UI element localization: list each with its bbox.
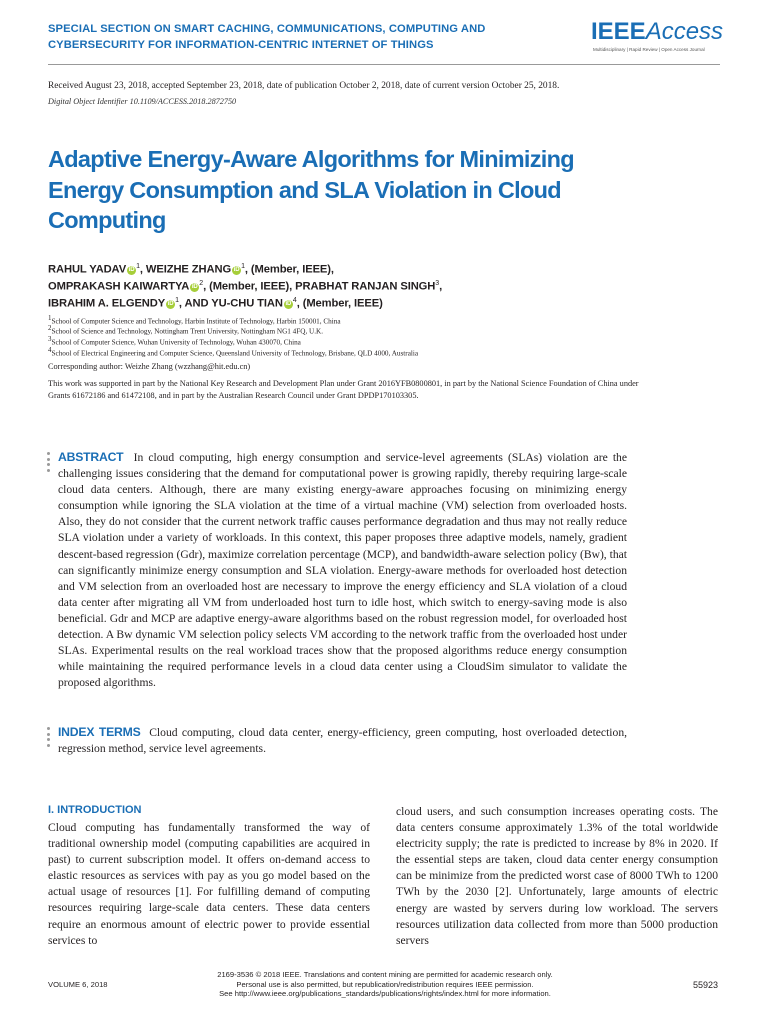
affiliation-text: School of Electrical Engineering and Computer Science, Queensland University of Technology, Brisbane, QLD 4000, Australia xyxy=(51,349,419,358)
affiliation-marker: 1 xyxy=(136,263,140,270)
affiliation-marker: 2 xyxy=(199,280,204,287)
index-terms-label: INDEX TERMS xyxy=(58,725,141,739)
special-section-line-2: CYBERSECURITY FOR INFORMATION-CENTRIC INTERNET OF THINGS xyxy=(48,38,434,51)
section-heading: I. INTRODUCTION xyxy=(48,804,142,816)
orcid-icon[interactable]: iD xyxy=(167,300,174,307)
author-name: IBRAHIM A. ELGENDY xyxy=(48,297,166,310)
corresponding-author: Corresponding author: Weizhe Zhang (wzzhang@hit.edu.cn) xyxy=(48,362,251,371)
abstract-dots-icon xyxy=(47,452,51,474)
author-name: RAHUL YADAV xyxy=(48,263,127,276)
abstract-text: In cloud computing, high energy consumption and service-level agreements (SLAs) violation are the challenging issues considering that the demand for computational power is growing rapidly, thereby requiring large-scale cloud data centers. Although, there are many existing energy-aware approaches focusing on minimizing energy consumption while ignoring the SLA violation at the time of a virtual machine (VM) selection from overloaded hosts. Also, they do not consider that the current network traffic causes performance degradation and thus may not really reduce SLA violation under a variety of workloads. In this context, this paper proposes three adaptive models, namely, gradient descent-based regression (Gdr), maximize correlation percentage (MCP), and bandwidth-aware selection policy (Bw), that can significantly minimize energy consumption and SLA violation. Energy-aware methods for overloaded host detection and VM selection from an overloaded host are necessary to improve the energy efficiency and SLA violation of a cloud data center after migrating all VM from underloaded host turn to idle host, which switch to energy-saving mode is also beneficial. Gdr and MCP are adaptive energy-aware algorithms based on the robust regression model, for overloaded host detection. A Bw dynamic VM selection policy selects VM according to the network traffic from the overloaded host under SLAs. Experimental results on the real workload traces show that the proposed algorithms reduce energy consumption while maintaining the required performance levels in a cloud data center using a CloudSim simulator to validate the proposed algorithms. xyxy=(58,451,627,690)
ieee-access-logo xyxy=(583,14,724,58)
affiliation-marker: 4 xyxy=(292,297,297,304)
copyright-line-1: 2169-3536 © 2018 IEEE. Translations and content mining are permitted for academic research only. xyxy=(217,970,553,979)
author-name: , AND YU-CHU TIAN xyxy=(178,297,283,310)
ieee-access-wordmark xyxy=(591,19,723,45)
footer-copyright xyxy=(190,970,580,999)
affiliation-marker: 3 xyxy=(435,280,440,287)
member-note: , (Member, IEEE), xyxy=(244,263,334,276)
affiliation-number: 3 xyxy=(48,335,52,343)
body-column-right: cloud users, and such consumption increases operating costs. The data centers consume approximately 1.3% of the total worldwide electricity supply; the rate is predicted to increase by 8% in 2020. If the essential steps are taken, cloud data center energy consumption can be minimize from the predicted worst case of 8000 TWh to 1200 TWh by the 2030 [2]. Unfortunately, large amounts of electric energy are wasted by servers during low workload. The servers resources utilization data collected from more than 5000 production servers xyxy=(396,805,718,947)
brand-tagline: Multidisciplinary | Rapid Review | Open Access Journal xyxy=(593,47,705,52)
special-section-line-1: SPECIAL SECTION ON SMART CACHING, COMMUNICATIONS, COMPUTING AND xyxy=(48,23,486,35)
author-line-3 xyxy=(48,297,383,310)
orcid-icon[interactable]: iD xyxy=(128,266,135,273)
affiliation-number: 2 xyxy=(48,324,52,332)
orcid-icon[interactable]: iD xyxy=(285,300,292,307)
author-name: , (Member, IEEE), PRABHAT RANJAN SINGH xyxy=(203,280,436,293)
author-name: , WEIZHE ZHANG xyxy=(139,263,232,276)
affiliation-text: School of Computer Science, Wuhan University of Technology, Wuhan 430070, China xyxy=(51,338,301,347)
affiliation-text: School of Science and Technology, Nottingham Trent University, Nottingham NG1 4FQ, U.K. xyxy=(51,327,324,336)
index-terms-dots-icon xyxy=(47,727,51,749)
page-number: 55923 xyxy=(692,980,718,990)
header-divider xyxy=(48,64,720,65)
copyright-line-2: Personal use is also permitted, but republication/redistribution requires IEEE permission. xyxy=(236,979,534,989)
index-terms-text: Cloud computing, cloud data center, energy-efficiency, green computing, host overloaded detection, regression method, service level agreements. xyxy=(58,726,628,756)
brand-ieee: IEEE xyxy=(591,18,646,45)
affiliation-number: 4 xyxy=(48,346,52,354)
affiliation-4 xyxy=(48,345,418,358)
body-column-left: Cloud computing has fundamentally transformed the way of traditional ownership model (computing capabilities are acquired in past) to current subscription model. It offers on-demand access to elastic resources as services with pay as you go model based on the actual usage of resources [1]. For fulfilling demand of computing resources requiring large-scale data centers. These data centers require an enormous amount of electric power to provide essential services to xyxy=(48,821,370,947)
special-section-banner xyxy=(48,22,568,53)
affiliation-marker: 1 xyxy=(175,297,179,304)
footer-volume: VOLUME 6, 2018 xyxy=(48,980,108,989)
received-dates: Received August 23, 2018, accepted September 23, 2018, date of publication October 2, 2018, date of current version October 25, 2018. xyxy=(48,81,560,91)
orcid-icon[interactable]: iD xyxy=(191,283,198,290)
copyright-line-3[interactable]: See http://www.ieee.org/publications_standards/publications/rights/index.html for more information. xyxy=(219,989,551,999)
author-name: OMPRAKASH KAIWARTYA xyxy=(48,280,190,293)
author-line-1 xyxy=(48,263,334,276)
orcid-icon[interactable]: iD xyxy=(233,266,240,273)
index-terms xyxy=(58,724,627,757)
paper-title: Adaptive Energy-Aware Algorithms for Minimizing Energy Consumption and SLA Violation in Cloud Computing xyxy=(48,146,574,233)
author-line-2 xyxy=(48,280,442,293)
member-note: , (Member, IEEE) xyxy=(296,297,383,310)
affiliation-number: 1 xyxy=(48,314,52,322)
affiliation-text: School of Computer Science and Technology, Harbin Institute of Technology, Harbin 150001, China xyxy=(51,317,341,326)
abstract xyxy=(58,449,627,691)
abstract-label: ABSTRACT xyxy=(58,450,124,464)
affiliation-marker: 1 xyxy=(241,263,245,270)
brand-access: Access xyxy=(645,18,724,45)
funding-statement: This work was supported in part by the National Key Research and Development Plan under Grant 2016YFB0800801, in part by the National Science Foundation of China under Grants 61672186 and 61472108, and in part by the Australian Research Council under Grant DPDP170103305. xyxy=(48,379,639,400)
doi-line: Digital Object Identifier 10.1109/ACCESS.2018.2872750 xyxy=(48,97,237,106)
author-separator: , xyxy=(439,280,443,293)
